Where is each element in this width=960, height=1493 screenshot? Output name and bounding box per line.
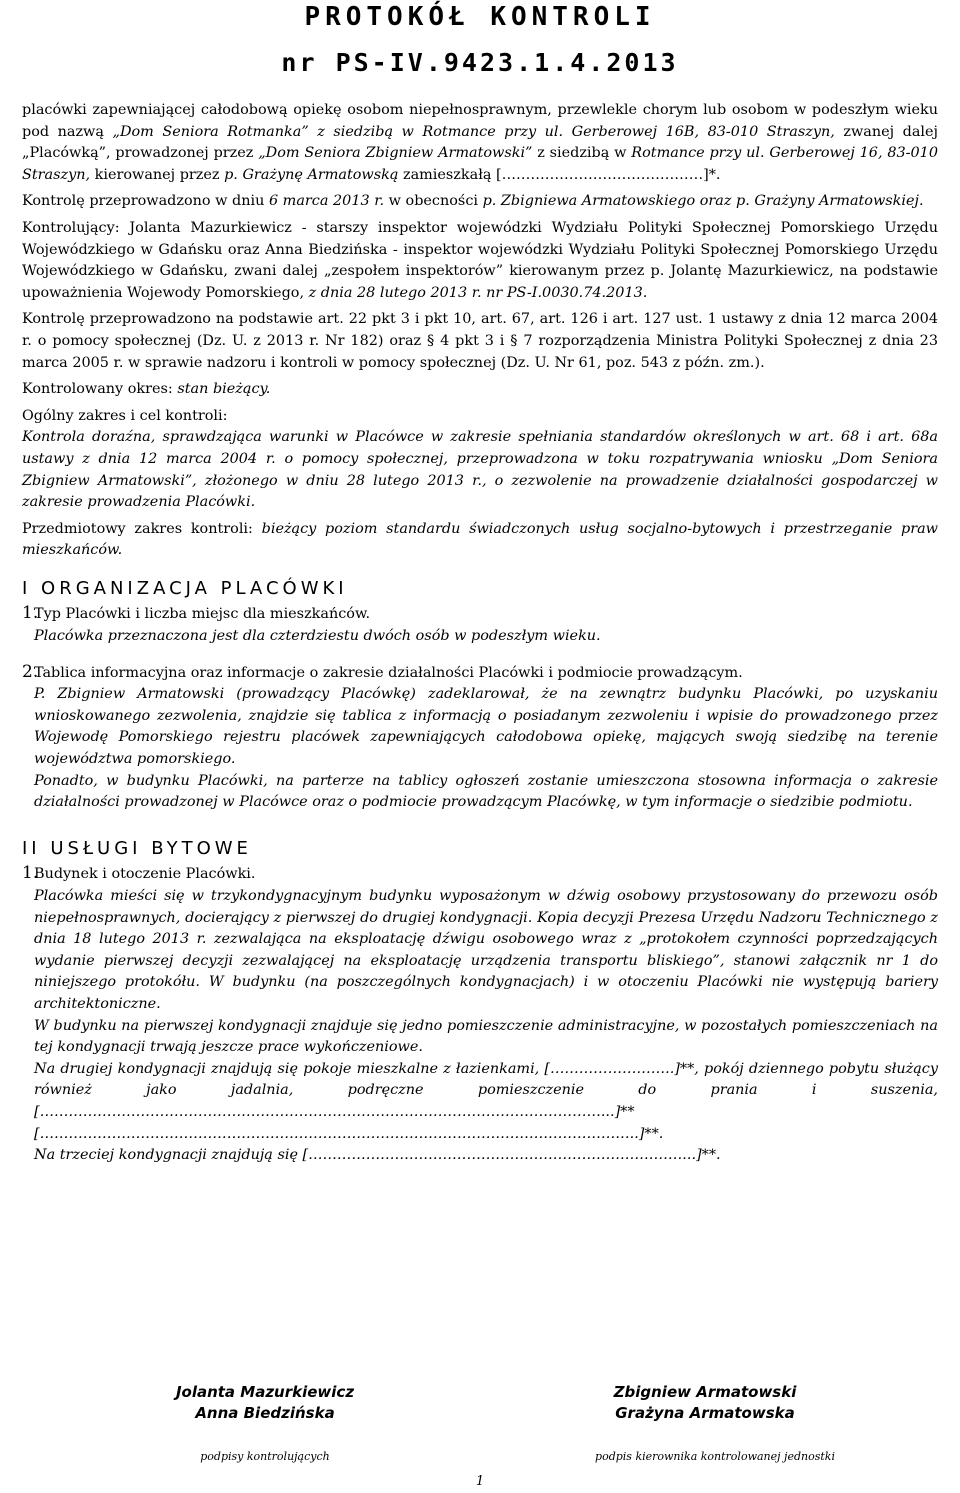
signature-name: Jolanta Mazurkiewicz	[175, 1383, 355, 1401]
inspectors-signature-names	[130, 1382, 400, 1424]
scope-heading: Ogólny zakres i cel kontroli:	[22, 407, 228, 424]
inspectors-signature-caption: podpisy kontrolujących	[200, 1450, 330, 1463]
document-title: PROTOKÓŁ KONTROLI	[304, 2, 656, 32]
section-2-item-1-text-3: Na drugiej kondygnacji znajdują się pokoje mieszkalne z łazienkami, [……………………..]**, pokój dziennego pobytu służący również jako jadalnia, podręczne pomieszczenie do prania i suszenia, [………………………………………………………………………………………………………...]** [……………………………………………………………………………………………………………..]**.	[34, 1060, 938, 1142]
section-1-item-2-heading: 2. Tablica informacyjna oraz informacje o zakresie działalności Placówki i podmiocie prowadzącym.	[22, 661, 743, 682]
section-1-item-2-text-2: Ponadto, w budynku Placówki, na parterze na tablicy ogłoszeń zostanie umieszczona stosowna informacja o zakresie działalności prowadzonej w Placówce oraz o podmiocie prowadzącym Placówkę, w tym informacje o siedzibie podmiotu.	[34, 772, 938, 811]
section-2-item-1-heading: 1. Budynek i otoczenie Placówki.	[22, 863, 256, 884]
document-body	[22, 100, 938, 1172]
scope-text: Kontrola doraźna, sprawdzająca warunki w Placówce w zakresie spełniania standardów określonych w art. 68 i art. 68a ustawy z dnia 12 marca 2004 r. o pomocy społecznej, przeprowadzona w toku rozpatrywania wniosku „Dom Seniora Zbigniew Armatowski”, złożonego w dniu 28 lutego 2013 r., o zezwolenie na prowadzenie działalności gospodarczej w zakresie prowadzenia Placówki.	[22, 429, 938, 511]
section-1-title: I ORGANIZACJA PLACÓWKI	[22, 577, 348, 599]
section-2-item-1-text-1: Placówka mieści się w trzykondygnacyjnym budynku wyposażonym w dźwig osobowy przystosowany do przewozu osób niepełnosprawnych, docierający z pierwszej do drugiej kondygnacji. Kopia decyzji Prezesa Urzędu Nadzoru Technicznego z dnia 18 lutego 2013 r. zezwalająca na eksploatację dźwigu osobowego wraz z „protokołem czynności poprzedzających wydanie pierwszej decyzji zezwalającej na eksploatację urządzenia transportu bliskiego”, stanowi załącznik nr 1 do niniejszego protokółu. W budynku (na poszczególnych kondygnacjach) i w otoczeniu Placówki nie występują bariery architektoniczne.	[34, 888, 938, 1012]
inspected-period: Kontrolowany okres: stan bieżący.	[22, 381, 271, 398]
section-2-title: II USŁUGI BYTOWE	[22, 837, 252, 859]
inspection-date-paragraph: Kontrolę przeprowadzono w dniu 6 marca 2013 r. w obecności p. Zbigniewa Armatowskiego oraz p. Grażyny Armatowskiej.	[22, 193, 924, 210]
signature-name: Zbigniew Armatowski	[613, 1383, 797, 1401]
legal-basis-paragraph: Kontrolę przeprowadzono na podstawie art. 22 pkt 3 i pkt 10, art. 67, art. 126 i art. 127 ust. 1 ustawy z dnia 12 marca 2004 r. o pomocy społecznej (Dz. U. z 2013 r. Nr 182) oraz § 4 pkt 3 i § 7 rozporządzenia Ministra Polityki Społecznej z dnia 23 marca 2005 r. w sprawie nadzoru i kontroli w pomocy społecznej (Dz. U. Nr 61, poz. 543 z późn. zm.).	[22, 311, 938, 371]
section-1-item-1-text: Placówka przeznaczona jest dla czterdziestu dwóch osób w podeszłym wieku.	[34, 628, 601, 645]
protocol-number: nr PS-IV.9423.1.4.2013	[281, 48, 679, 77]
section-2-item-1-text-4: Na trzeciej kondygnacji znajdują się [……………………………………………………………………...]**.	[34, 1147, 721, 1164]
manager-signature-names	[570, 1382, 840, 1424]
page-number: 1	[475, 1474, 485, 1489]
section-1-item-2-text-1: P. Zbigniew Armatowski (prowadzący Placówkę) zadeklarował, że na zewnątrz budynku Placówki, po uzyskaniu wnioskowanego zezwolenia, znajdzie się tablica z informacją o posiadanym zezwoleniu i wpisie do prowadzonego przez Wojewodę Pomorskiego rejestru placówek zapewniających całodobowa opiekę, mających swoją siedzibę na terenie województwa pomorskiego.	[34, 686, 938, 768]
signature-name: Anna Biedzińska	[195, 1404, 335, 1422]
section-1-item-1-heading: 1. Typ Placówki i liczba miejsc dla mieszkańców.	[22, 603, 371, 624]
signatures	[0, 1382, 960, 1422]
subject-scope-paragraph: Przedmiotowy zakres kontroli: bieżący poziom standardu świadczonych usług socjalno-bytowych i przestrzeganie praw mieszkańców.	[22, 520, 938, 559]
inspectors-paragraph: Kontrolujący: Jolanta Mazurkiewicz - starszy inspektor wojewódzki Wydziału Polityki Społecznej Pomorskiego Urzędu Wojewódzkiego w Gdańsku oraz Anna Biedzińska - inspektor wojewódzki Wydziału Polityki Społecznej Pomorskiego Urzędu Wojewódzkiego w Gdańsku, zwani dalej „zespołem inspektorów” kierowanym przez p. Jolantę Mazurkiewicz, na podstawie upoważnienia Wojewody Pomorskiego, z dnia 28 lutego 2013 r. nr PS-I.0030.74.2013.	[22, 219, 938, 301]
signature-name: Grażyna Armatowska	[615, 1404, 795, 1422]
intro-paragraph: placówki zapewniającej całodobową opiekę osobom niepełnosprawnym, przewlekle chorym lub osobom w podeszłym wieku pod nazwą „Dom Seniora Rotmanka” z siedzibą w Rotmance przy ul. Gerberowej 16B, 83-010 Straszyn, zwanej dalej „Placówką”, prowadzonej przez „Dom Seniora Zbigniew Armatowski” z siedzibą w Rotmance przy ul. Gerberowej 16, 83-010 Straszyn, kierowanej przez p. Grażynę Armatowską zamieszkałą [……………………………………]*.	[22, 102, 938, 183]
section-2-item-1-text-2: W budynku na pierwszej kondygnacji znajduje się jedno pomieszczenie administracyjne, w pozostałych pomieszczeniach na tej kondygnacji trwają jeszcze prace wykończeniowe.	[34, 1017, 938, 1056]
manager-signature-caption: podpis kierownika kontrolowanej jednostki	[595, 1450, 835, 1463]
